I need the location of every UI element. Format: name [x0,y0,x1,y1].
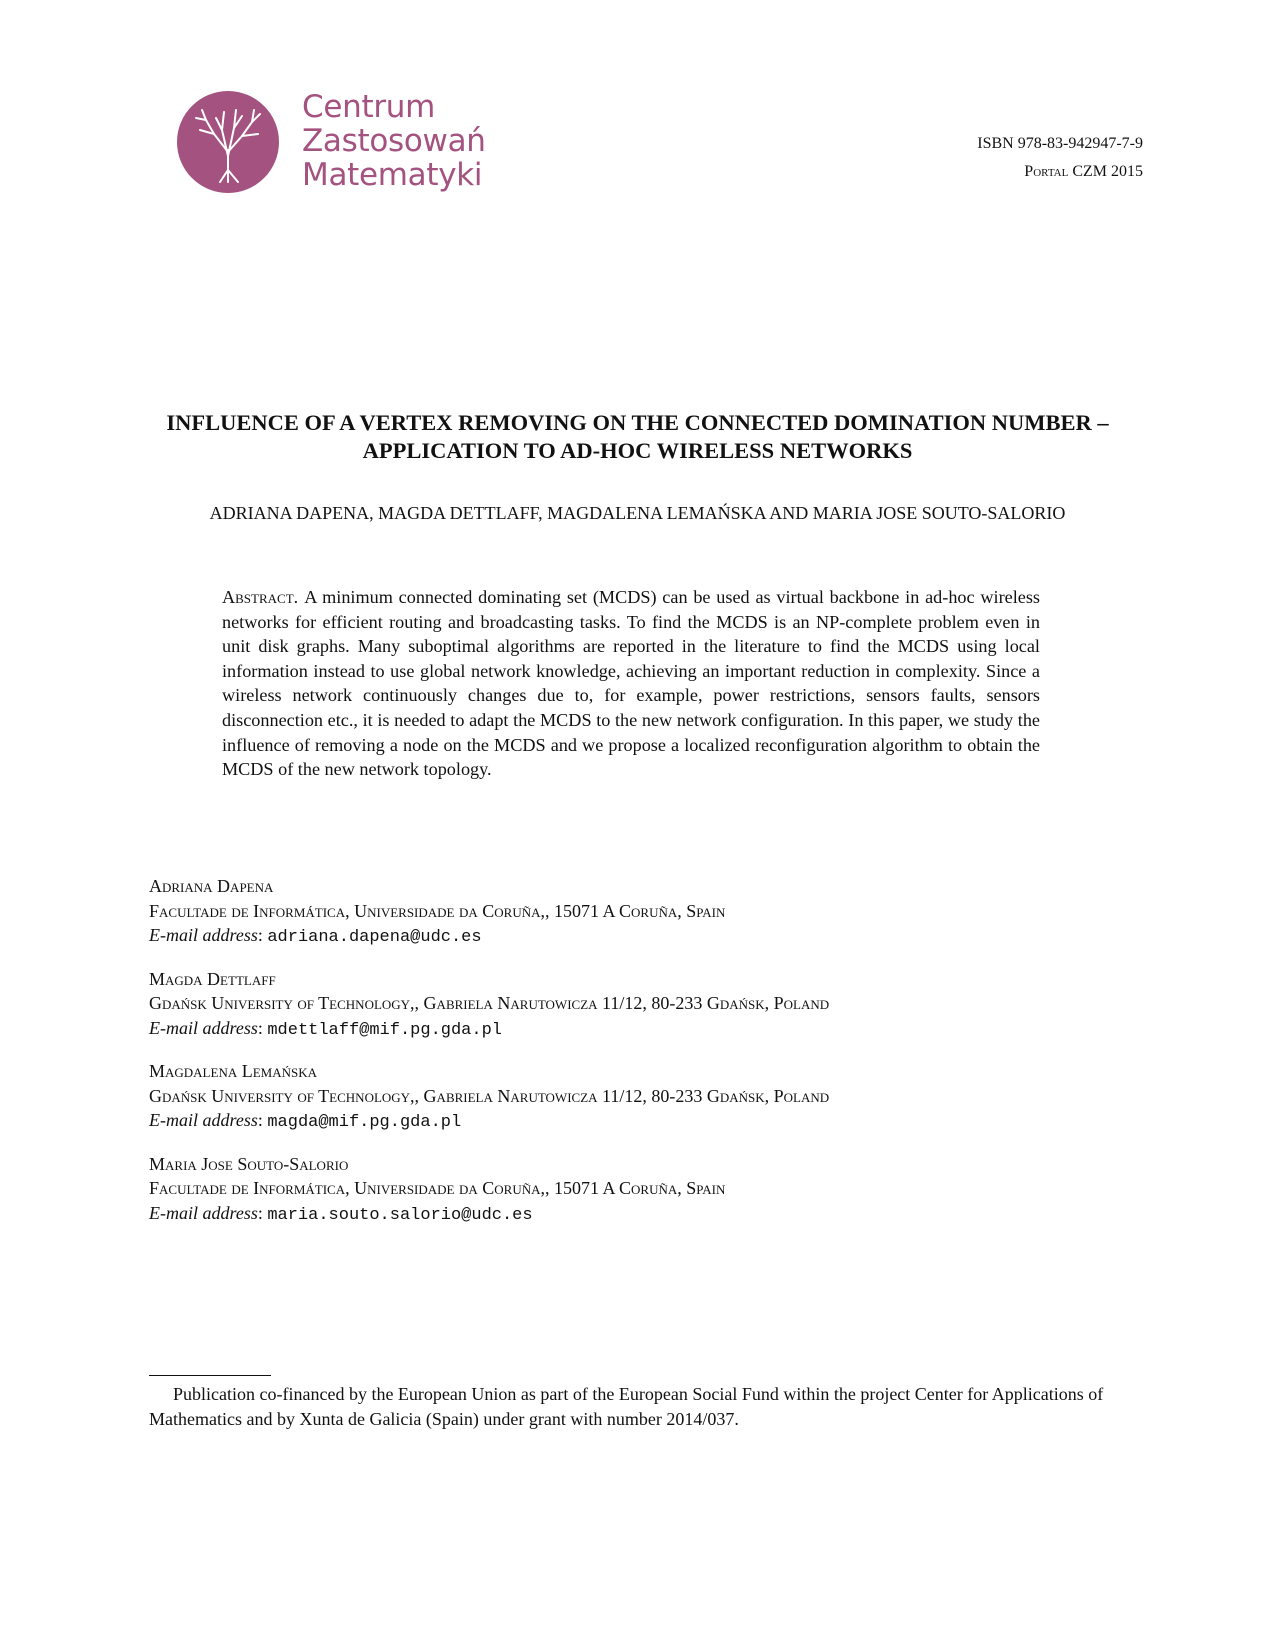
email-link[interactable]: adriana.dapena@udc.es [267,928,482,947]
email-link[interactable]: mdettlaff@mif.pg.gda.pl [267,1020,502,1040]
author-name: Magda Dettlaff [149,968,276,989]
author-institution: Gdańsk University of Technology,, Gabriela Narutowicza 11/12, 80-233 Gdańsk, Poland [149,993,830,1013]
footnote-rule [149,1375,271,1376]
paper-title: INFLUENCE OF A VERTEX REMOVING ON THE CONNECTED DOMINATION NUMBER – APPLICATION TO AD-HOC WIRELESS NETWORKS [166,410,1109,463]
tree-icon [176,90,280,194]
abstract-label: Abstract. [222,587,299,607]
abstract-text: A minimum connected dominating set (MCDS) can be used as virtual backbone in ad-hoc wireless networks for efficient routing and broadcasting tasks. To find the MCDS is an NP-complete problem even in unit disk graphs. Many suboptimal algorithms are reported in the literature to find the MCDS using local information instead to use global network knowledge, achieving an important reduction in complexity. Since a wireless network continuously changes due to, for example, power restrictions, sensors faults, sensors disconnection etc., it is needed to adapt the MCDS to the new network configuration. In this paper, we study the influence of removing a node on the MCDS and we propose a localized reconfiguration algorithm to obtain the MCDS of the new network topology. [222,587,1040,780]
email-link[interactable]: magda@mif.pg.gda.pl [267,1113,462,1132]
logo-line-1: Centrum [302,89,436,125]
author-name: Maria Jose Souto-Salorio [149,1153,349,1174]
logo-wordmark [302,90,486,192]
abstract [222,585,1040,782]
affiliation-block: Maria Jose Souto-Salorio Facultade de Informática, Universidade da Coruña,, 15071 A Coruña, Spain E-mail address: maria.souto.salorio@udc.es [149,1152,1149,1229]
affiliation-block: Magdalena Lemańska Gdańsk University of Technology,, Gabriela Narutowicza 11/12, 80-233 Gdańsk, Poland E-mail address: magda@mif.pg.gda.pl [149,1059,1149,1136]
author-institution: Facultade de Informática, Universidade da Coruña,, 15071 A Coruña, Spain [149,900,726,921]
author-name: Magdalena Lemańska [149,1061,317,1081]
email-label: E-mail address [149,925,258,945]
footnote: Publication co-financed by the European Union as part of the European Social Fund within the project Center for Applications of Mathematics and by Xunta de Galicia (Spain) under grant with number 2014/037. [149,1384,1104,1429]
author-institution: Gdańsk University of Technology,, Gabriela Narutowicza 11/12, 80-233 Gdańsk, Poland [149,1085,830,1106]
logo-line-3: Matematyki [302,157,483,193]
email-link[interactable]: maria.souto.salorio@udc.es [267,1205,533,1225]
portal-label: Portal CZM 2015 [1024,163,1143,180]
author-list: ADRIANA DAPENA, MAGDA DETTLAFF, MAGDALENA LEMAŃSKA AND MARIA JOSE SOUTO-SALORIO [209,503,1066,523]
email-label: E-mail address [149,1017,258,1038]
email-label: E-mail address [149,1110,258,1130]
publication-meta [977,130,1143,186]
isbn: ISBN 978-83-942947-7-9 [977,135,1143,152]
email-label: E-mail address [149,1202,258,1223]
affiliation-block: Magda Dettlaff Gdańsk University of Technology,, Gabriela Narutowicza 11/12, 80-233 Gdańsk, Poland E-mail address: mdettlaff@mif.pg.gda.pl [149,967,1149,1044]
czm-logo [176,90,506,200]
affiliations [149,874,1149,1244]
author-name: Adriana Dapena [149,876,274,896]
affiliation-block: Adriana Dapena Facultade de Informática, Universidade da Coruña,, 15071 A Coruña, Spain E-mail address: adriana.dapena@udc.es [149,874,1149,951]
author-institution: Facultade de Informática, Universidade da Coruña,, 15071 A Coruña, Spain [149,1178,726,1198]
logo-line-2: Zastosowań [302,123,486,159]
